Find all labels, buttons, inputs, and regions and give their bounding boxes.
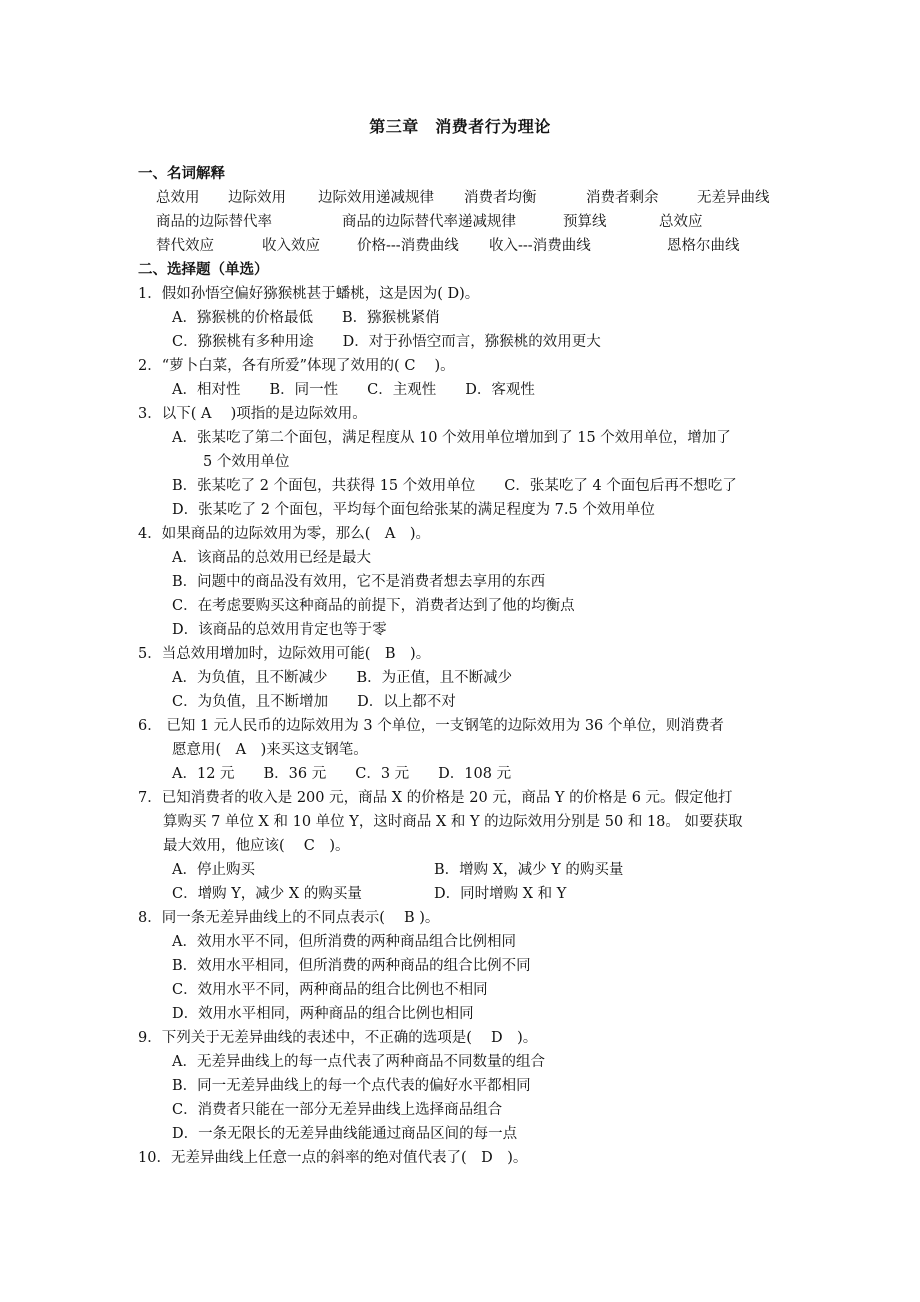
chapter-title: 第三章 消费者行为理论: [369, 117, 551, 136]
question-1: 1．假如孙悟空偏好猕猴桃甚于蟠桃，这是因为( D)。: [138, 286, 480, 302]
option-d: D．同时增购 X 和 Y: [434, 886, 567, 902]
option-line: A．相对性 B．同一性 C．主观性 D．客观性: [172, 382, 535, 398]
section-heading-choice: 二、选择题（单选）: [138, 261, 269, 278]
option-c: C．增购 Y，减少 X 的购买量: [172, 886, 362, 902]
option-line: A．该商品的总效用已经是最大: [172, 550, 371, 566]
option-line: B．张某吃了 2 个面包，共获得 15 个效用单位 C．张某吃了 4 个面包后再不想吃了: [172, 478, 737, 494]
option-line: B．效用水平相同，但所消费的两种商品的组合比例不同: [172, 958, 531, 974]
term: 总效应: [659, 214, 703, 230]
option-line: A．效用水平不同，但所消费的两种商品组合比例相同: [172, 934, 516, 950]
option-line: D．效用水平相同，两种商品的组合比例也相同: [172, 1006, 474, 1022]
term: 总效用: [156, 190, 200, 206]
option-line: A．无差异曲线上的每一点代表了两种商品不同数量的组合: [172, 1054, 545, 1070]
option-line: A．猕猴桃的价格最低 B．猕猴桃紧俏: [172, 310, 440, 326]
question-6: 6． 已知 1 元人民币的边际效用为 3 个单位，一支钢笔的边际效用为 36 个单位，则消费者: [138, 718, 724, 734]
term: 无差异曲线: [697, 190, 770, 206]
option-a: A．停止购买: [172, 862, 255, 878]
option-line: A．为负值，且不断减少 B．为正值，且不断减少: [172, 670, 513, 686]
question-3: 3．以下( A )项指的是边际效用。: [138, 406, 367, 422]
term: 价格---消费曲线: [357, 238, 459, 254]
term: 收入---消费曲线: [489, 238, 591, 254]
question-5: 5．当总效用增加时，边际效用可能( B )。: [138, 646, 431, 662]
option-line: C．为负值，且不断增加 D．以上都不对: [172, 694, 456, 710]
option-line: A．12 元 B．36 元 C．3 元 D．108 元: [172, 766, 512, 782]
option-line: C．效用水平不同，两种商品的组合比例也不相同: [172, 982, 488, 998]
question-7: 7．已知消费者的收入是 200 元，商品 X 的价格是 20 元，商品 Y 的价格是 6 元。假定他打: [138, 790, 733, 806]
option-line: D．该商品的总效用肯定也等于零: [172, 622, 387, 638]
question-7-continued: 最大效用，他应该( C )。: [163, 838, 350, 854]
question-9: 9．下列关于无差异曲线的表述中，不正确的选项是( D )。: [138, 1030, 538, 1046]
option-b: B．增购 X，减少 Y 的购买量: [434, 862, 624, 878]
question-8: 8．同一条无差异曲线上的不同点表示( B )。: [138, 910, 440, 926]
term: 消费者均衡: [464, 190, 537, 206]
option-line: A．张某吃了第二个面包，满足程度从 10 个效用单位增加到了 15 个效用单位，增加了: [172, 430, 731, 446]
section-heading-terms: 一、名词解释: [138, 165, 225, 182]
question-10: 10．无差异曲线上任意一点的斜率的绝对值代表了( D )。: [138, 1150, 528, 1166]
term: 替代效应: [156, 238, 214, 254]
term: 消费者剩余: [586, 190, 659, 206]
term: 边际效用: [228, 190, 286, 206]
term: 预算线: [563, 214, 607, 230]
term: 恩格尔曲线: [667, 238, 740, 254]
option-line: C．猕猴桃有多种用途 D．对于孙悟空而言，猕猴桃的效用更大: [172, 334, 601, 350]
option-line: D．一条无限长的无差异曲线能通过商品区间的每一点: [172, 1126, 518, 1142]
question-7-continued: 算购买 7 单位 X 和 10 单位 Y，这时商品 X 和 Y 的边际效用分别是 50 和 18。 如要获取: [163, 814, 743, 830]
question-6-continued: 愿意用( A )来买这支钢笔。: [172, 742, 368, 758]
question-4: 4．如果商品的边际效用为零，那么( A )。: [138, 526, 431, 542]
term: 收入效应: [262, 238, 320, 254]
question-2: 2．“萝卜白菜，各有所爱”体现了效用的( C )。: [138, 358, 455, 374]
option-line: D．张某吃了 2 个面包，平均每个面包给张某的满足程度为 7.5 个效用单位: [172, 502, 655, 518]
option-line: C．在考虑要购买这种商品的前提下，消费者达到了他的均衡点: [172, 598, 575, 614]
option-line: B．问题中的商品没有效用，它不是消费者想去享用的东西: [172, 574, 546, 590]
term: 商品的边际替代率: [156, 214, 272, 230]
term: 商品的边际替代率递减规律: [342, 214, 516, 230]
option-line: B．同一无差异曲线上的每一个点代表的偏好水平都相同: [172, 1078, 531, 1094]
term: 边际效用递减规律: [318, 190, 434, 206]
option-line-continued: 5 个效用单位: [203, 454, 290, 470]
option-line: C．消费者只能在一部分无差异曲线上选择商品组合: [172, 1102, 503, 1118]
